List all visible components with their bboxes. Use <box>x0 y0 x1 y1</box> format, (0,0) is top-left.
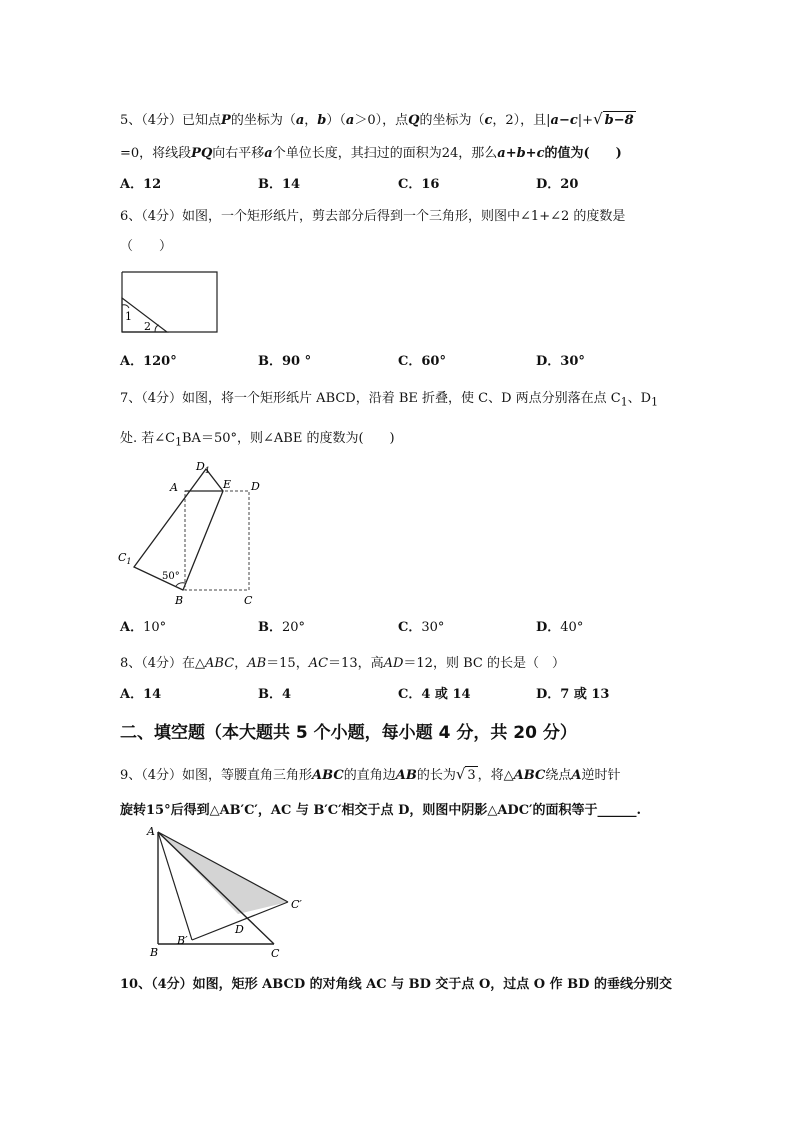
q9-label-B: B <box>150 946 159 959</box>
q7-line1: 7、（4分）如图，将一个矩形纸片 ABCD，沿着 BE 折叠，使 C、D 两点分别落在点 $C_1$、$D_1$ <box>120 391 658 409</box>
q6-option-c[interactable]: C．60° <box>398 354 446 369</box>
q7-label-D: D <box>251 480 260 493</box>
q5-option-a[interactable]: A．12 <box>120 177 162 192</box>
q9-shaded-triangle <box>158 832 288 914</box>
q6-option-a[interactable]: A．120° <box>120 354 177 369</box>
q7-label-angle: 50° <box>162 571 180 582</box>
q7-option-c[interactable]: C．30° <box>398 620 445 635</box>
q9-label-C: C <box>271 947 280 960</box>
q7-figure <box>115 455 285 610</box>
q7-label-C1: $C_1$ <box>118 551 132 566</box>
q9-figure <box>140 822 320 962</box>
q6-option-d[interactable]: D．30° <box>536 354 585 369</box>
q7-option-b[interactable]: B．20° <box>258 620 306 635</box>
q8-option-d[interactable]: D．7 或 13 <box>536 687 610 702</box>
q7-label-B: B <box>175 594 184 607</box>
q7-label-D1: $D_1$ <box>196 460 210 475</box>
q9-label-B-prime: B′ <box>177 934 188 947</box>
q8-option-c[interactable]: C．4 或 14 <box>398 687 471 702</box>
sqrt-expression: b−8 <box>604 113 634 128</box>
q6-label-2: 2 <box>144 320 151 333</box>
q5-option-c[interactable]: C．16 <box>398 177 440 192</box>
q8-option-a[interactable]: A．14 <box>120 687 162 702</box>
q9-label-A: A <box>147 825 155 838</box>
q7-option-d[interactable]: D．40° <box>536 620 584 635</box>
q6-line2: （ ） <box>120 239 173 254</box>
q7-line2: 处. 若$\angle C_1BA=50^\circ$，则∠ABE 的度数为( ) <box>120 431 395 449</box>
q7-option-a[interactable]: A．10° <box>120 620 167 635</box>
q7-label-E: E <box>223 478 232 491</box>
q6-option-b[interactable]: B．90 ° <box>258 354 312 369</box>
q6-angle1-arc <box>122 305 129 308</box>
q6-line1: 6、（4分）如图，一个矩形纸片，剪去部分后得到一个三角形，则图中∠1+∠2 的度数是 <box>120 209 626 224</box>
q5-option-d[interactable]: D．20 <box>536 177 579 192</box>
q7-angle-arc <box>176 583 185 586</box>
q6-rectangle-edge <box>122 272 217 332</box>
q10-line1: 10、（4分）如图，矩形 ABCD 的对角线 AC 与 BD 交于点 O，过点 O 作 BD 的垂线分别交 <box>120 977 672 992</box>
q7-label-C: C <box>244 594 253 607</box>
q5-option-b[interactable]: B．14 <box>258 177 301 192</box>
q6-figure <box>115 268 225 338</box>
q5-line2: =0，将线段PQ向右平移a个单位长度，其扫过的面积为24，那么a+b+c的值为( ) <box>120 146 622 161</box>
q7-label-A: A <box>170 481 178 494</box>
q9-label-C-prime: C′ <box>291 898 302 911</box>
q8-line: 8、（4分）在△ABC，AB＝15，AC＝13，高AD＝12，则 BC 的长是（ ） <box>120 656 565 671</box>
q9-line1: 9、（4分）如图，等腰直角三角形ABC的直角边AB的长为√ 3 ，将△ABC绕点A逆时针 <box>120 765 621 783</box>
q5-line1: 5、（4分）已知点P的坐标为（a，b）（a＞0），点Q的坐标为（c，2），且|a−c|+√ b−8 <box>120 110 634 128</box>
q6-label-1: 1 <box>125 310 132 323</box>
section-heading: 二、填空题（本大题共 5 个小题，每小题 4 分，共 20 分） <box>120 723 577 743</box>
q8-option-b[interactable]: B．4 <box>258 687 292 702</box>
q9-label-D: D <box>235 923 244 936</box>
q9-line2: 旋转15°后得到△AB′C′，AC 与 B′C′相交于点 D，则图中阴影△ADC′的面积等于______. <box>120 803 641 818</box>
